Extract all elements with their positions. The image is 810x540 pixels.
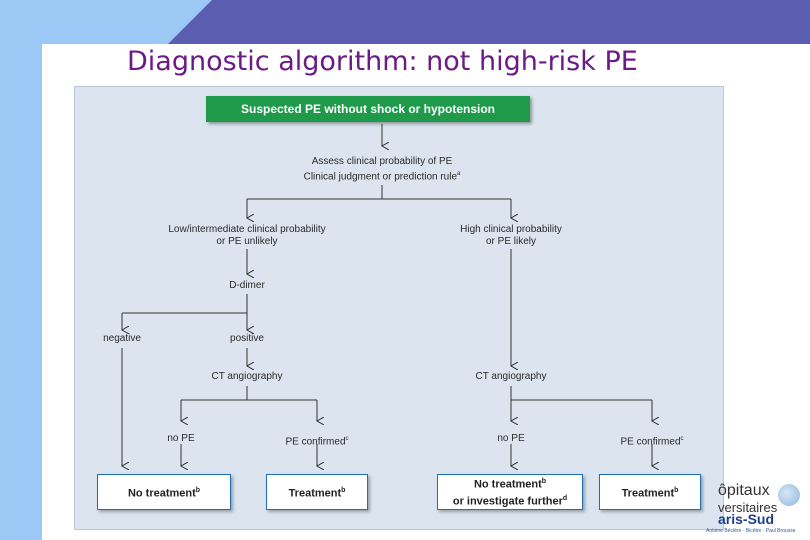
logo-line1: ôpitaux [718, 482, 770, 499]
low-probability-node [147, 224, 347, 248]
low-line1: Low/intermediate clinical probability [168, 224, 326, 235]
ddimer-node: D-dimer [229, 280, 265, 291]
no-pe-right: no PE [497, 433, 525, 444]
outcome-no-treatment-1-wrap [128, 484, 200, 501]
pe-confirmed-right [602, 433, 702, 448]
outcome-no-treatment-2 [437, 474, 583, 510]
start-node-label: Suspected PE without shock or hypotension [240, 102, 496, 116]
pe-confirmed-left-note: c [345, 436, 349, 442]
pe-confirmed-right-label: PE confirmed [620, 436, 681, 448]
low-line2: or PE unlikely [216, 236, 278, 247]
ct-angiography-right: CT angiography [475, 371, 547, 382]
outcome-no-treatment-1-note: b [195, 486, 201, 494]
outcome-treatment-1 [266, 474, 368, 510]
outcome-treatment-2-wrap [622, 484, 679, 501]
negative-label: negative [103, 333, 141, 344]
no-pe-left: no PE [167, 433, 195, 444]
positive-label: positive [230, 333, 264, 344]
logo-line2: versitaires [718, 500, 778, 515]
side-band [0, 0, 42, 540]
ct-angiography-left: CT angiography [211, 371, 283, 382]
assess-node [282, 156, 482, 183]
hospital-logo-icon [778, 484, 800, 506]
pe-confirmed-left [267, 433, 367, 448]
outcome-treatment-2-label: Treatment [621, 487, 675, 500]
high-line2: or PE likely [485, 236, 536, 247]
assess-note: a [457, 171, 461, 177]
outcome-treatment-2-note: b [674, 486, 679, 494]
outcome-treatment-1-wrap [289, 484, 346, 501]
outcome-no-treatment-2-line1: No treatment [473, 479, 542, 491]
outcome-treatment-1-label: Treatment [288, 487, 342, 500]
outcome-no-treatment-2-line2: or investigate further [452, 495, 563, 508]
high-probability-node [411, 224, 611, 248]
high-line1: High clinical probability [460, 224, 562, 235]
assess-line1: Assess clinical probability of PE [311, 156, 453, 167]
flowchart-connectors [74, 86, 724, 530]
pe-confirmed-right-note: c [680, 436, 684, 442]
outcome-no-treatment-2-note2: d [562, 495, 568, 502]
outcome-no-treatment-1-label: No treatment [127, 487, 196, 500]
outcome-no-treatment-2-line2-wrap [453, 492, 567, 509]
outcome-treatment-2 [599, 474, 701, 510]
slide-title: Diagnostic algorithm: not high-risk PE [127, 46, 638, 77]
assess-line2-wrap [282, 168, 482, 183]
assess-line2: Clinical judgment or prediction rule [303, 171, 458, 183]
top-band-dark [0, 0, 810, 44]
outcome-no-treatment-1 [97, 474, 231, 510]
pe-confirmed-left-label: PE confirmed [285, 436, 346, 448]
start-node [206, 96, 530, 122]
outcome-treatment-1-note: b [341, 486, 346, 494]
logo-line4: Antoine Béclère · Bicêtre · Paul Brousse [706, 528, 796, 534]
outcome-no-treatment-2-line1-wrap [474, 475, 546, 492]
logo-line3: aris-Sud [718, 511, 775, 527]
outcome-no-treatment-2-note1: b [541, 478, 547, 486]
